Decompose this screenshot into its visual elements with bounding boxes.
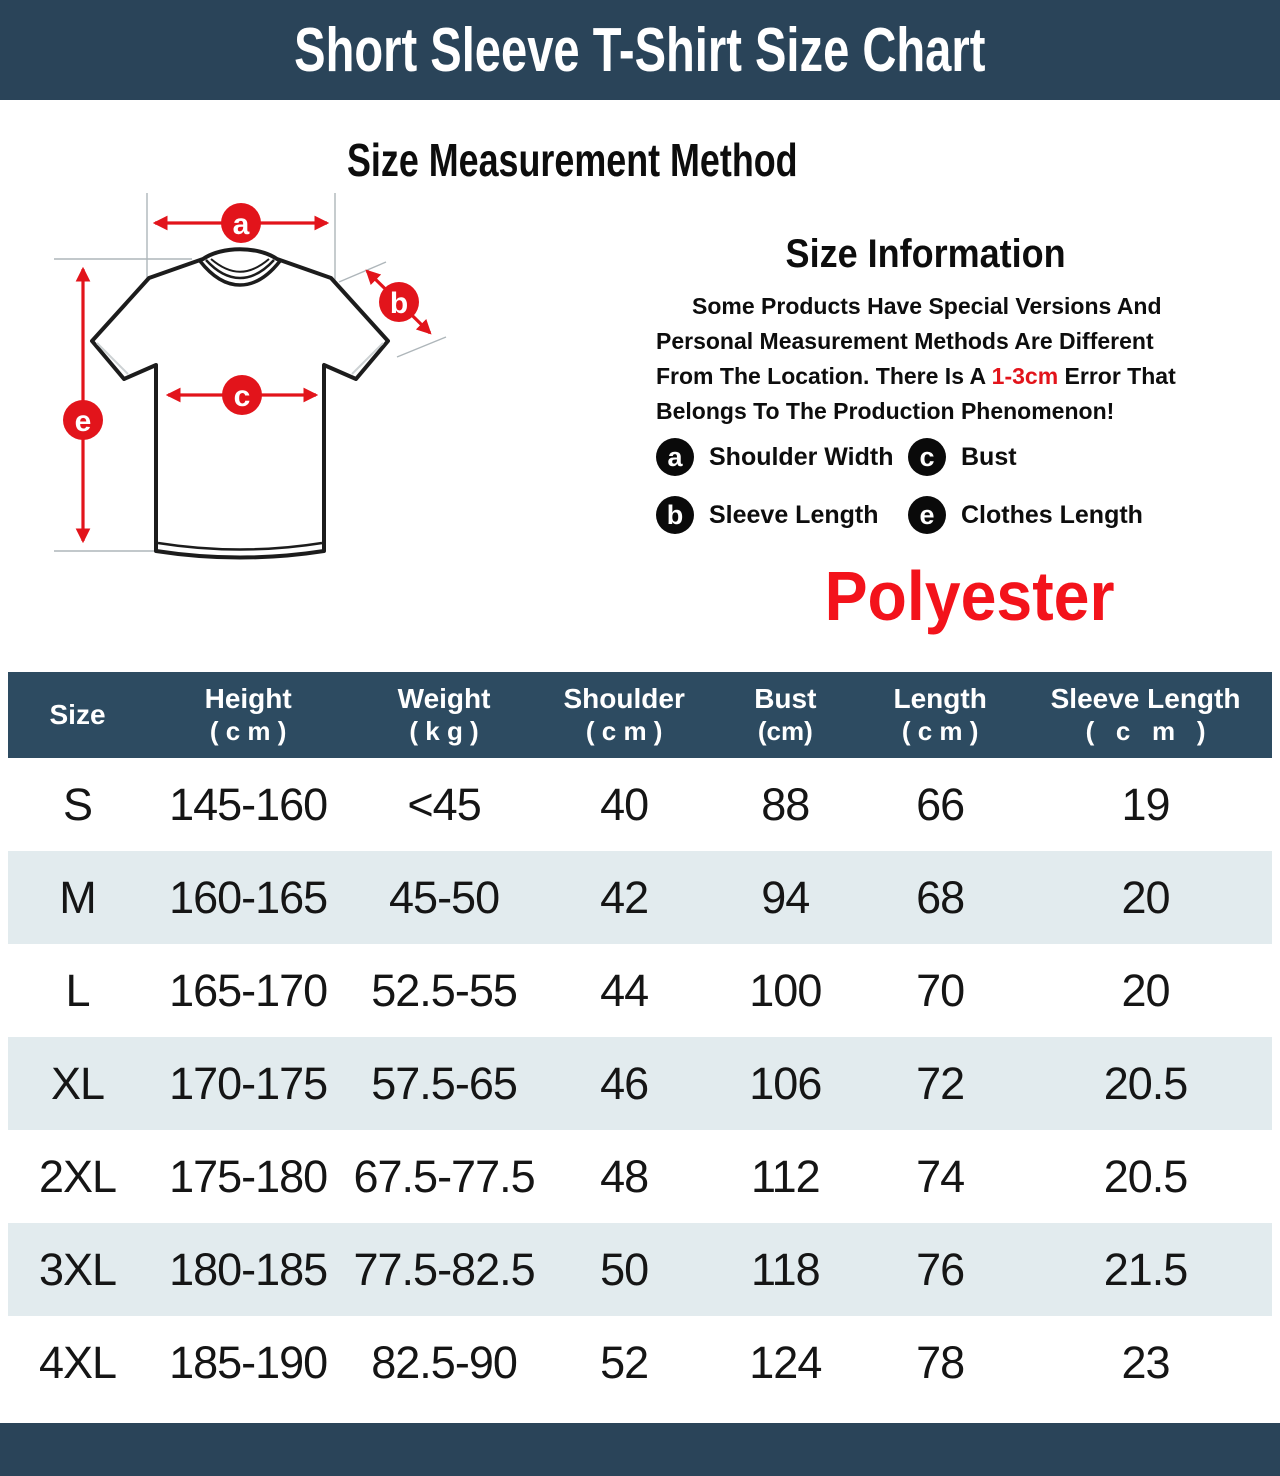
weight-cell: 82.5-90 [371,1336,517,1388]
legend-label: Sleeve Length [709,500,879,529]
height-cell: 180-185 [169,1243,328,1295]
size-cell: 3XL [38,1243,117,1295]
size-cell: 4XL [38,1336,117,1388]
legend-label: Shoulder Width [709,442,894,471]
shoulder-cell: 40 [600,778,649,830]
sleeve-cell: 20.5 [1103,1057,1188,1109]
sleeve-cell: 20.5 [1103,1150,1188,1202]
info-line-3: From The Location. There Is A 1-3cm Error That [656,363,1176,389]
size-cell: L [65,964,90,1016]
table-row-4xl [8,1316,1272,1409]
height-cell: 165-170 [169,964,328,1016]
shoulder-cell: 50 [600,1243,649,1295]
column-header-weight: Weight ( k g ) [397,683,491,746]
height-cell: 145-160 [169,778,328,830]
height-cell: 175-180 [169,1150,328,1202]
badge-c-label: c [233,380,251,413]
legend-label: Bust [961,442,1017,471]
length-cell: 66 [916,778,965,830]
bust-cell: 118 [750,1243,820,1295]
size-table [8,672,1272,1409]
legend-item-bust [908,438,1196,476]
bust-cell: 124 [749,1336,822,1388]
column-header-height: Height ( c m ) [204,683,292,746]
column-header-sleeve-length: Sleeve Length ( c m ) [1050,683,1241,746]
weight-cell: <45 [407,778,481,830]
shoulder-cell: 44 [600,964,649,1016]
sleeve-cell: 20 [1121,964,1170,1016]
tshirt-measurement-diagram [40,183,460,583]
material-label: Polyester [825,557,1115,635]
shoulder-cell: 42 [600,871,649,923]
top-banner [0,0,1280,100]
legend-badge-b-icon: b [656,496,694,534]
legend-item-sleeve-length [656,496,908,534]
table-row-2xl [8,1130,1272,1223]
shoulder-cell: 52 [600,1336,649,1388]
weight-cell: 45-50 [389,871,500,923]
table-row-m [8,851,1272,944]
table-row-xl [8,1037,1272,1130]
height-cell: 185-190 [169,1336,328,1388]
measurement-method-title: Size Measurement Method [347,134,798,186]
shoulder-cell: 48 [600,1150,649,1202]
column-header-shoulder: Shoulder ( c m ) [563,683,685,746]
weight-cell: 77.5-82.5 [353,1243,535,1295]
shoulder-cell: 46 [600,1057,649,1109]
length-cell: 78 [916,1336,965,1388]
bottom-banner [0,1423,1280,1476]
bust-cell: 112 [750,1150,820,1202]
size-information-section [656,232,1196,429]
sleeve-cell: 20 [1121,871,1170,923]
measurement-legend [656,438,1196,534]
size-information-title: Size Information [785,232,1067,276]
size-information-text [656,289,1196,429]
badge-a-label: a [232,208,250,241]
badge-b-label: b [389,287,409,320]
height-cell: 170-175 [169,1057,328,1109]
legend-item-clothes-length [908,496,1196,534]
sleeve-cell: 21.5 [1103,1243,1188,1295]
length-cell: 70 [916,964,965,1016]
legend-badge-e-icon: e [908,496,946,534]
table-row-3xl [8,1223,1272,1316]
info-line-2: Personal Measurement Methods Are Different [656,328,1154,354]
badge-e-label: e [74,405,92,438]
weight-cell: 52.5-55 [371,964,517,1016]
page-title: Short Sleeve T-Shirt Size Chart [294,15,986,85]
legend-label: Clothes Length [961,500,1143,529]
size-cell: S [63,778,93,830]
legend-badge-a-icon: a [656,438,694,476]
size-cell: XL [50,1057,105,1109]
legend-badge-c-icon: c [908,438,946,476]
column-header-length: Length ( c m ) [893,683,987,746]
table-header-row [8,672,1272,758]
legend-item-shoulder-width [656,438,908,476]
height-cell: 160-165 [169,871,328,923]
info-line-1: Some Products Have Special Versions And [692,293,1162,319]
table-row-s [8,758,1272,851]
weight-cell: 57.5-65 [371,1057,517,1109]
bust-cell: 100 [749,964,822,1016]
column-header-bust: Bust (cm) [754,683,817,746]
length-cell: 74 [916,1150,965,1202]
weight-cell: 67.5-77.5 [353,1150,535,1202]
bust-cell: 88 [761,778,810,830]
column-header-size: Size [49,699,106,730]
sleeve-cell: 23 [1121,1336,1170,1388]
info-line-4: Belongs To The Production Phenomenon! [656,398,1115,424]
table-row-l [8,944,1272,1037]
size-cell: M [59,871,96,923]
sleeve-cell: 19 [1121,778,1170,830]
bust-cell: 106 [749,1057,822,1109]
length-cell: 68 [916,871,965,923]
length-cell: 72 [916,1057,965,1109]
length-cell: 76 [916,1243,965,1295]
error-range-highlight: 1-3cm [991,363,1059,389]
bust-cell: 94 [761,871,810,923]
size-cell: 2XL [38,1150,117,1202]
